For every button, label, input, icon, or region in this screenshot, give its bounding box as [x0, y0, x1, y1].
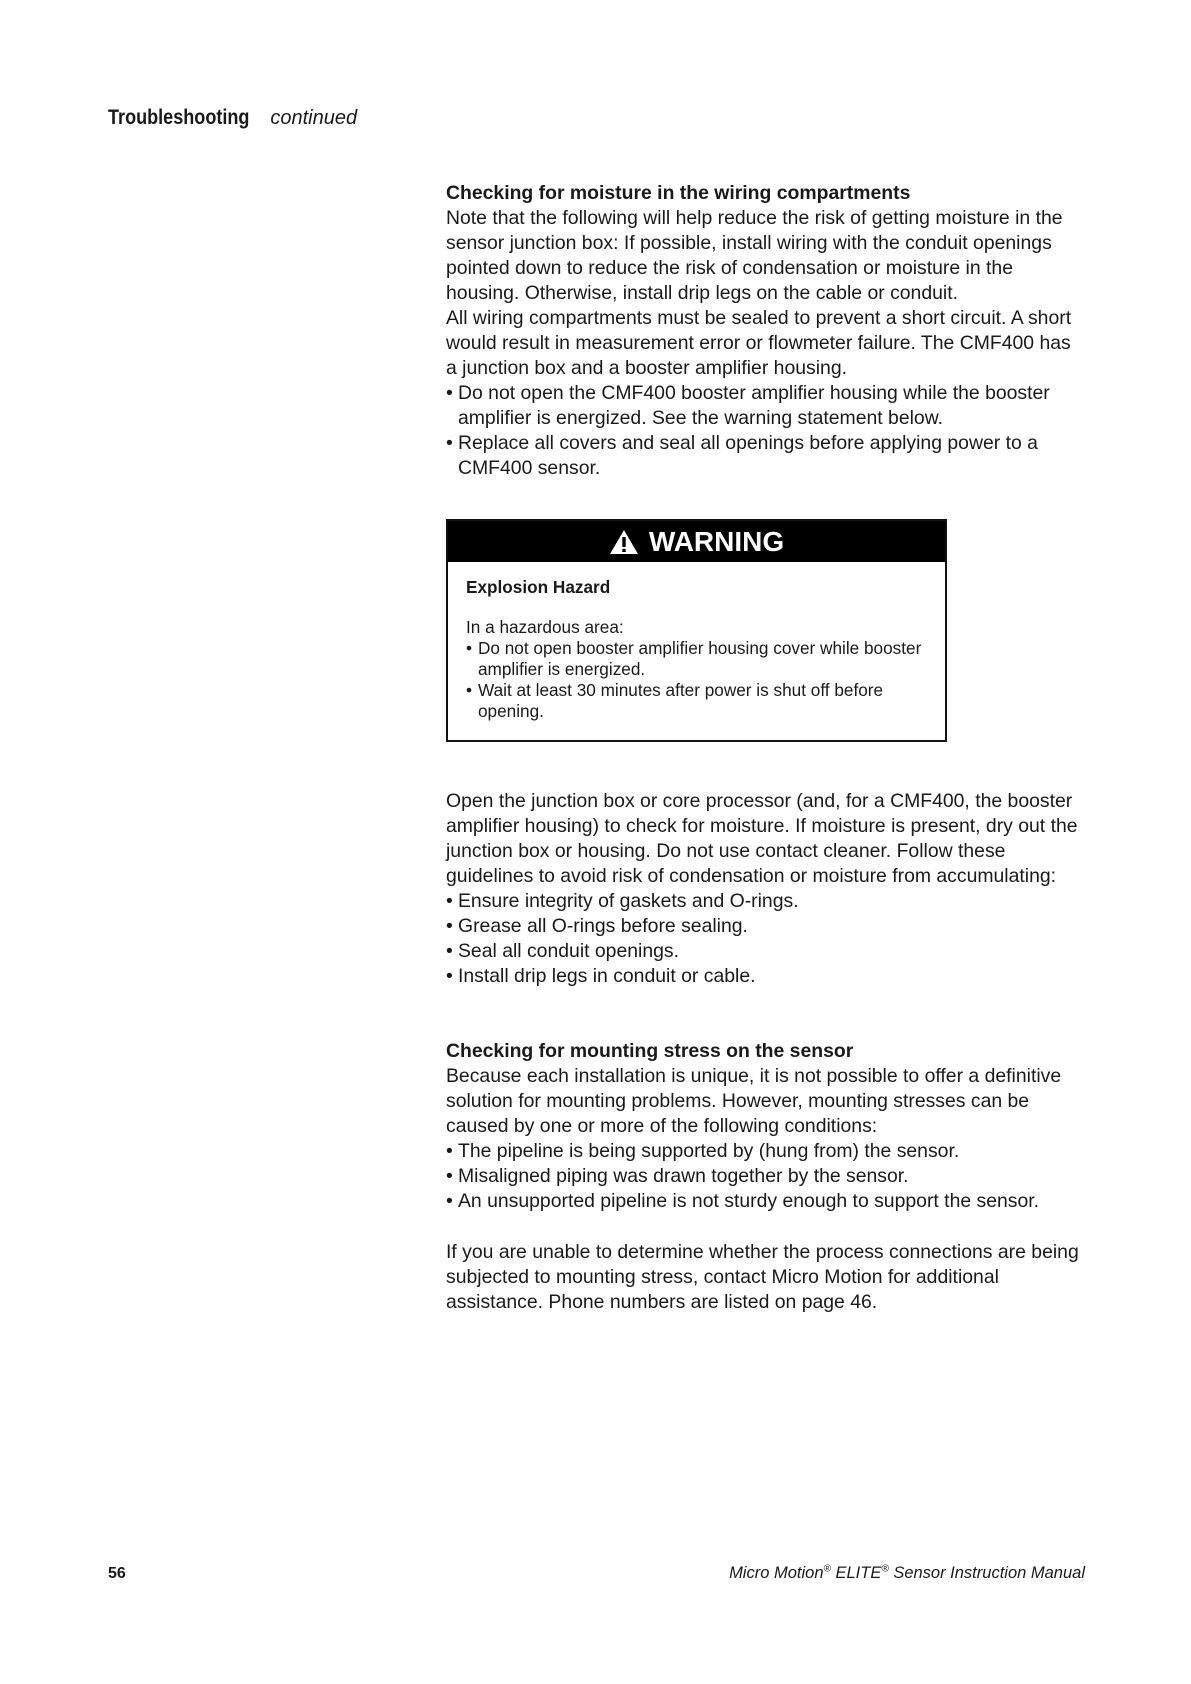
- mounting-para: Because each installation is unique, it is not possible to offer a definitive solution for mounting problems. However, mounting stresses can be caused by one or more of the following conditions:: [446, 1065, 1062, 1137]
- warning-title: WARNING: [648, 525, 785, 557]
- warning-box: [446, 519, 947, 742]
- running-header: [108, 106, 357, 130]
- moisture-para-2: All wiring compartments must be sealed to prevent a short circuit. A short would result in measurement error or flowmeter failure. The CMF400 has a junction box and a booster amplifier housing.: [446, 307, 1072, 379]
- list-item: • Seal all conduit openings.: [446, 940, 679, 962]
- list-item: • Do not open the CMF400 booster amplifier housing while the booster amplifier is energized. See the warning statement below.: [446, 382, 1050, 429]
- page-number: 56: [108, 1565, 126, 1582]
- moisture-para-1: Note that the following will help reduce the risk of getting moisture in the sensor junction box: If possible, install wiring with the conduit openings pointed down to reduce the risk of condensation or moisture in the housing. Otherwise, install drip legs on the cable or conduit.: [446, 207, 1063, 304]
- footer-title: Micro Motion® ELITE® Sensor Instruction Manual: [729, 1563, 1085, 1582]
- list-item: • Wait at least 30 minutes after power is shut off before opening.: [466, 680, 884, 721]
- list-item: • Replace all covers and seal all openings before applying power to a CMF400 sensor.: [446, 432, 1038, 479]
- moisture-heading: Checking for moisture in the wiring compartments: [446, 182, 911, 204]
- closing-section: [446, 1240, 1086, 1315]
- list-item: • The pipeline is being supported by (hung from) the sensor.: [446, 1140, 960, 1162]
- list-item: • Do not open booster amplifier housing cover while booster amplifier is energized.: [466, 638, 922, 679]
- list-item: • Ensure integrity of gaskets and O-rings.: [446, 890, 799, 912]
- warning-banner: [448, 521, 945, 562]
- warning-triangle-icon: [609, 529, 639, 555]
- list-item: • An unsupported pipeline is not sturdy enough to support the sensor.: [446, 1190, 1040, 1212]
- moisture-section: [446, 181, 1086, 481]
- list-item: • Misaligned piping was drawn together by the sensor.: [446, 1165, 909, 1187]
- section-title: Troubleshooting: [108, 106, 250, 129]
- open-box-section: [446, 789, 1086, 989]
- warning-subtitle: Explosion Hazard: [466, 577, 611, 597]
- continued-label: continued: [270, 107, 358, 129]
- closing-para: If you are unable to determine whether the process connections are being subjected to mounting stress, contact Micro Motion for additional assistance. Phone numbers are listed on page 46.: [446, 1241, 1079, 1313]
- mounting-heading: Checking for mounting stress on the sensor: [446, 1040, 854, 1062]
- mounting-section: [446, 1039, 1086, 1214]
- list-item: • Install drip legs in conduit or cable.: [446, 965, 756, 987]
- list-item: • Grease all O-rings before sealing.: [446, 915, 748, 937]
- open-box-para: Open the junction box or core processor (and, for a CMF400, the booster amplifier housing) to check for moisture. If moisture is present, dry out the junction box or housing. Do not use contact cleaner. Follow these guidelines to avoid risk of condensation or moisture from accumulating:: [446, 790, 1078, 887]
- warning-intro: In a hazardous area:: [466, 617, 624, 637]
